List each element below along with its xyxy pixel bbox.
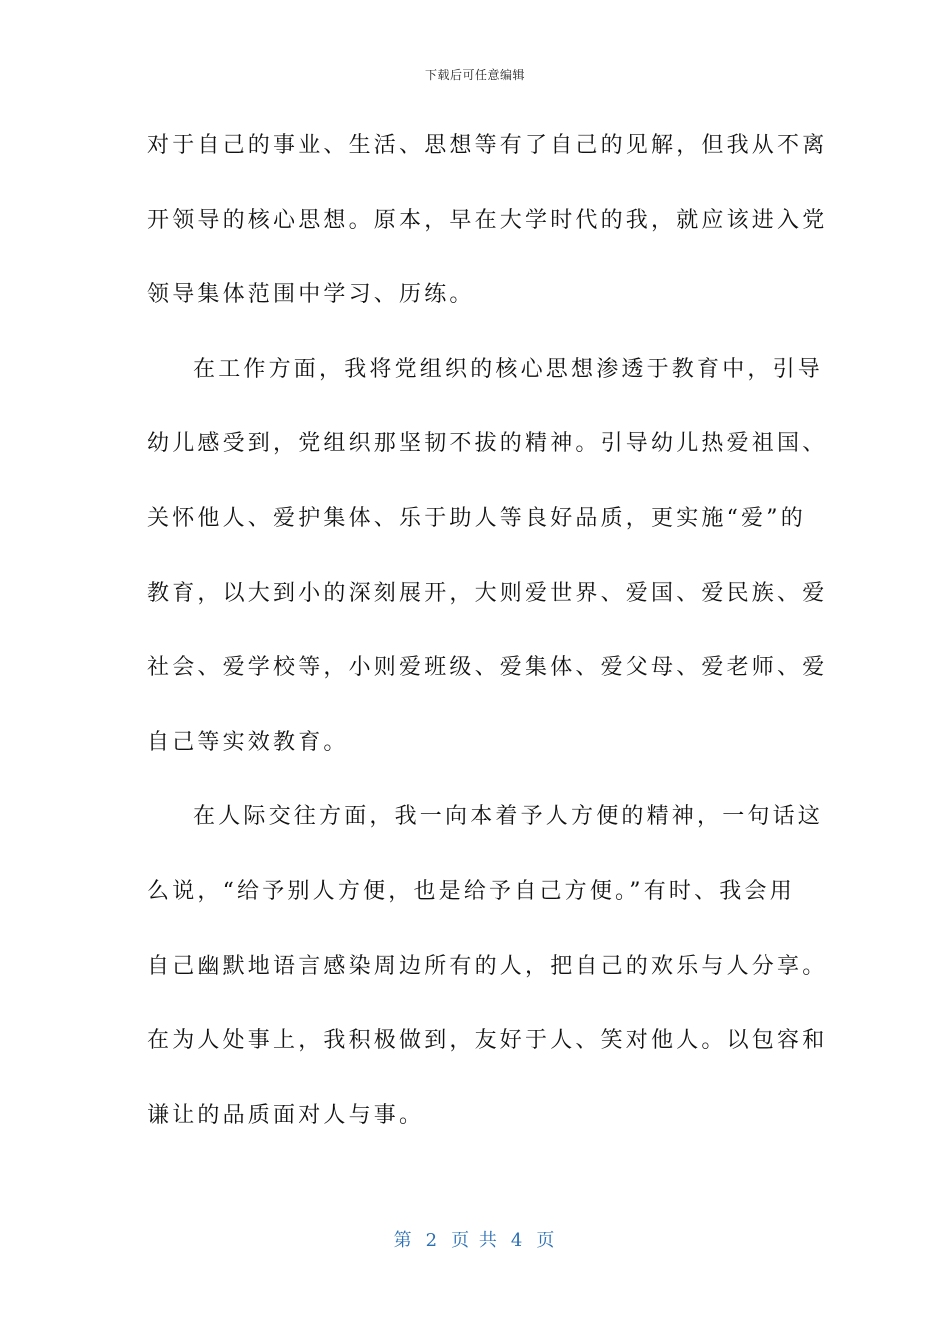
text-line: 在工作方面，我将党组织的核心思想渗透于教育中，引导 xyxy=(193,356,824,382)
text-line: 社会、爱学校等，小则爱班级、爱集体、爱父母、爱老师、爱 xyxy=(147,655,828,681)
footer-middle: 页 共 xyxy=(451,1230,499,1251)
text-line: 谦让的品质面对人与事。 xyxy=(147,1102,425,1128)
header-note: 下载后可任意编辑 xyxy=(424,68,525,82)
text-line: 么说，“给予别人方便，也是给予自己方便。”有时、我会用 xyxy=(147,878,795,904)
text-line: 领导集体范围中学习、历练。 xyxy=(147,282,475,308)
text-line: 教育，以大到小的深刻展开，大则爱世界、爱国、爱民族、爱 xyxy=(147,580,828,606)
text-line: 在人际交往方面，我一向本着予人方便的精神，一句话这 xyxy=(193,804,824,830)
text-line: 在为人处事上，我积极做到，友好于人、笑对他人。以包容和 xyxy=(147,1028,828,1054)
footer-prefix: 第 xyxy=(393,1230,414,1251)
text-line: 开领导的核心思想。原本，早在大学时代的我，就应该进入党 xyxy=(147,207,828,233)
text-line: 自己幽默地语言感染周边所有的人，把自己的欢乐与人分享。 xyxy=(147,953,828,979)
footer-current-page: 2 xyxy=(425,1230,440,1251)
footer-suffix: 页 xyxy=(536,1230,557,1251)
document-body xyxy=(147,120,828,1164)
footer-total-pages: 4 xyxy=(510,1230,525,1251)
text-line: 对于自己的事业、生活、思想等有了自己的见解，但我从不离 xyxy=(147,133,828,158)
page-footer xyxy=(0,1226,950,1252)
text-line: 自己等实效教育。 xyxy=(147,729,349,755)
text-line: 关怀他人、爱护集体、乐于助人等良好品质，更实施“爱”的 xyxy=(147,505,806,531)
text-line: 幼儿感受到，党组织那坚韧不拔的精神。引导幼儿热爱祖国、 xyxy=(147,431,828,457)
